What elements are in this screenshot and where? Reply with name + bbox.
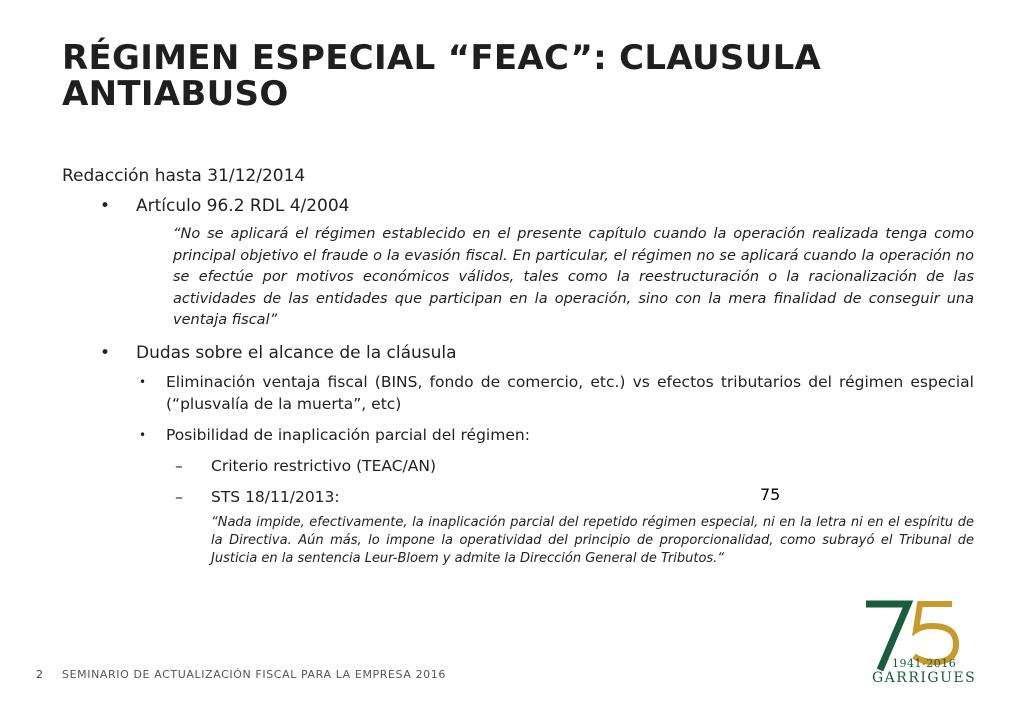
slide-title: RÉGIMEN ESPECIAL “FEAC”: CLAUSULA ANTIABUSO (62, 38, 822, 114)
slide-content (62, 164, 974, 568)
logo-firm-name: GARRIGUES (872, 670, 977, 686)
sub-bullet-partial: • Posibilidad de inaplicación parcial del régimen: (166, 424, 974, 446)
dash-item-criterion: – Criterio restrictivo (TEAC/AN) (211, 455, 974, 477)
bullet-doubts: • Dudas sobre el alcance de la cláusula (136, 341, 974, 365)
article-quote: “No se aplicará el régimen establecido en el presente capítulo cuando la operación realizada tenga como principal objetivo el fraude o la evasión fiscal. En particular, el régimen no se aplicará cuando la operación no se efectúe por motivos económicos válidos, tales como la reestructuración o la racionalización de las actividades de las entidades que participan en la operación, sino con la mera finalidad de conseguir una ventaja fiscal” (173, 226, 974, 328)
logo-anniversary-text: 75 (760, 485, 781, 504)
footer-text: SEMINARIO DE ACTUALIZACIÓN FISCAL PARA LA EMPRESA 2016 (62, 668, 446, 681)
section-heading: Redacción hasta 31/12/2014 (62, 166, 306, 186)
sts-quote: “Nada impide, efectivamente, la inaplicación parcial del repetido régimen especial, ni en la letra ni en el espíritu de la Directiva. Aún más, lo impone la operatividad del principio de proporcionalidad, como subrayó el Tribunal de Justicia en la sentencia Leur-Bloem y admite la Dirección General de Tributos.“ (211, 514, 974, 566)
logo-years: 1941-2016 (892, 657, 957, 670)
dash-item-sts: – STS 18/11/2013: (211, 486, 974, 508)
bullet-article: • Artículo 96.2 RDL 4/2004 (136, 194, 974, 218)
page-number: 2 (36, 668, 43, 681)
sub-bullet-tax-advantage: • Eliminación ventaja fiscal (BINS, fondo de comercio, etc.) vs efectos tributarios del régimen especial (“plusvalía de la muerta”, etc) (166, 371, 974, 415)
logo-five-mark (914, 604, 956, 662)
